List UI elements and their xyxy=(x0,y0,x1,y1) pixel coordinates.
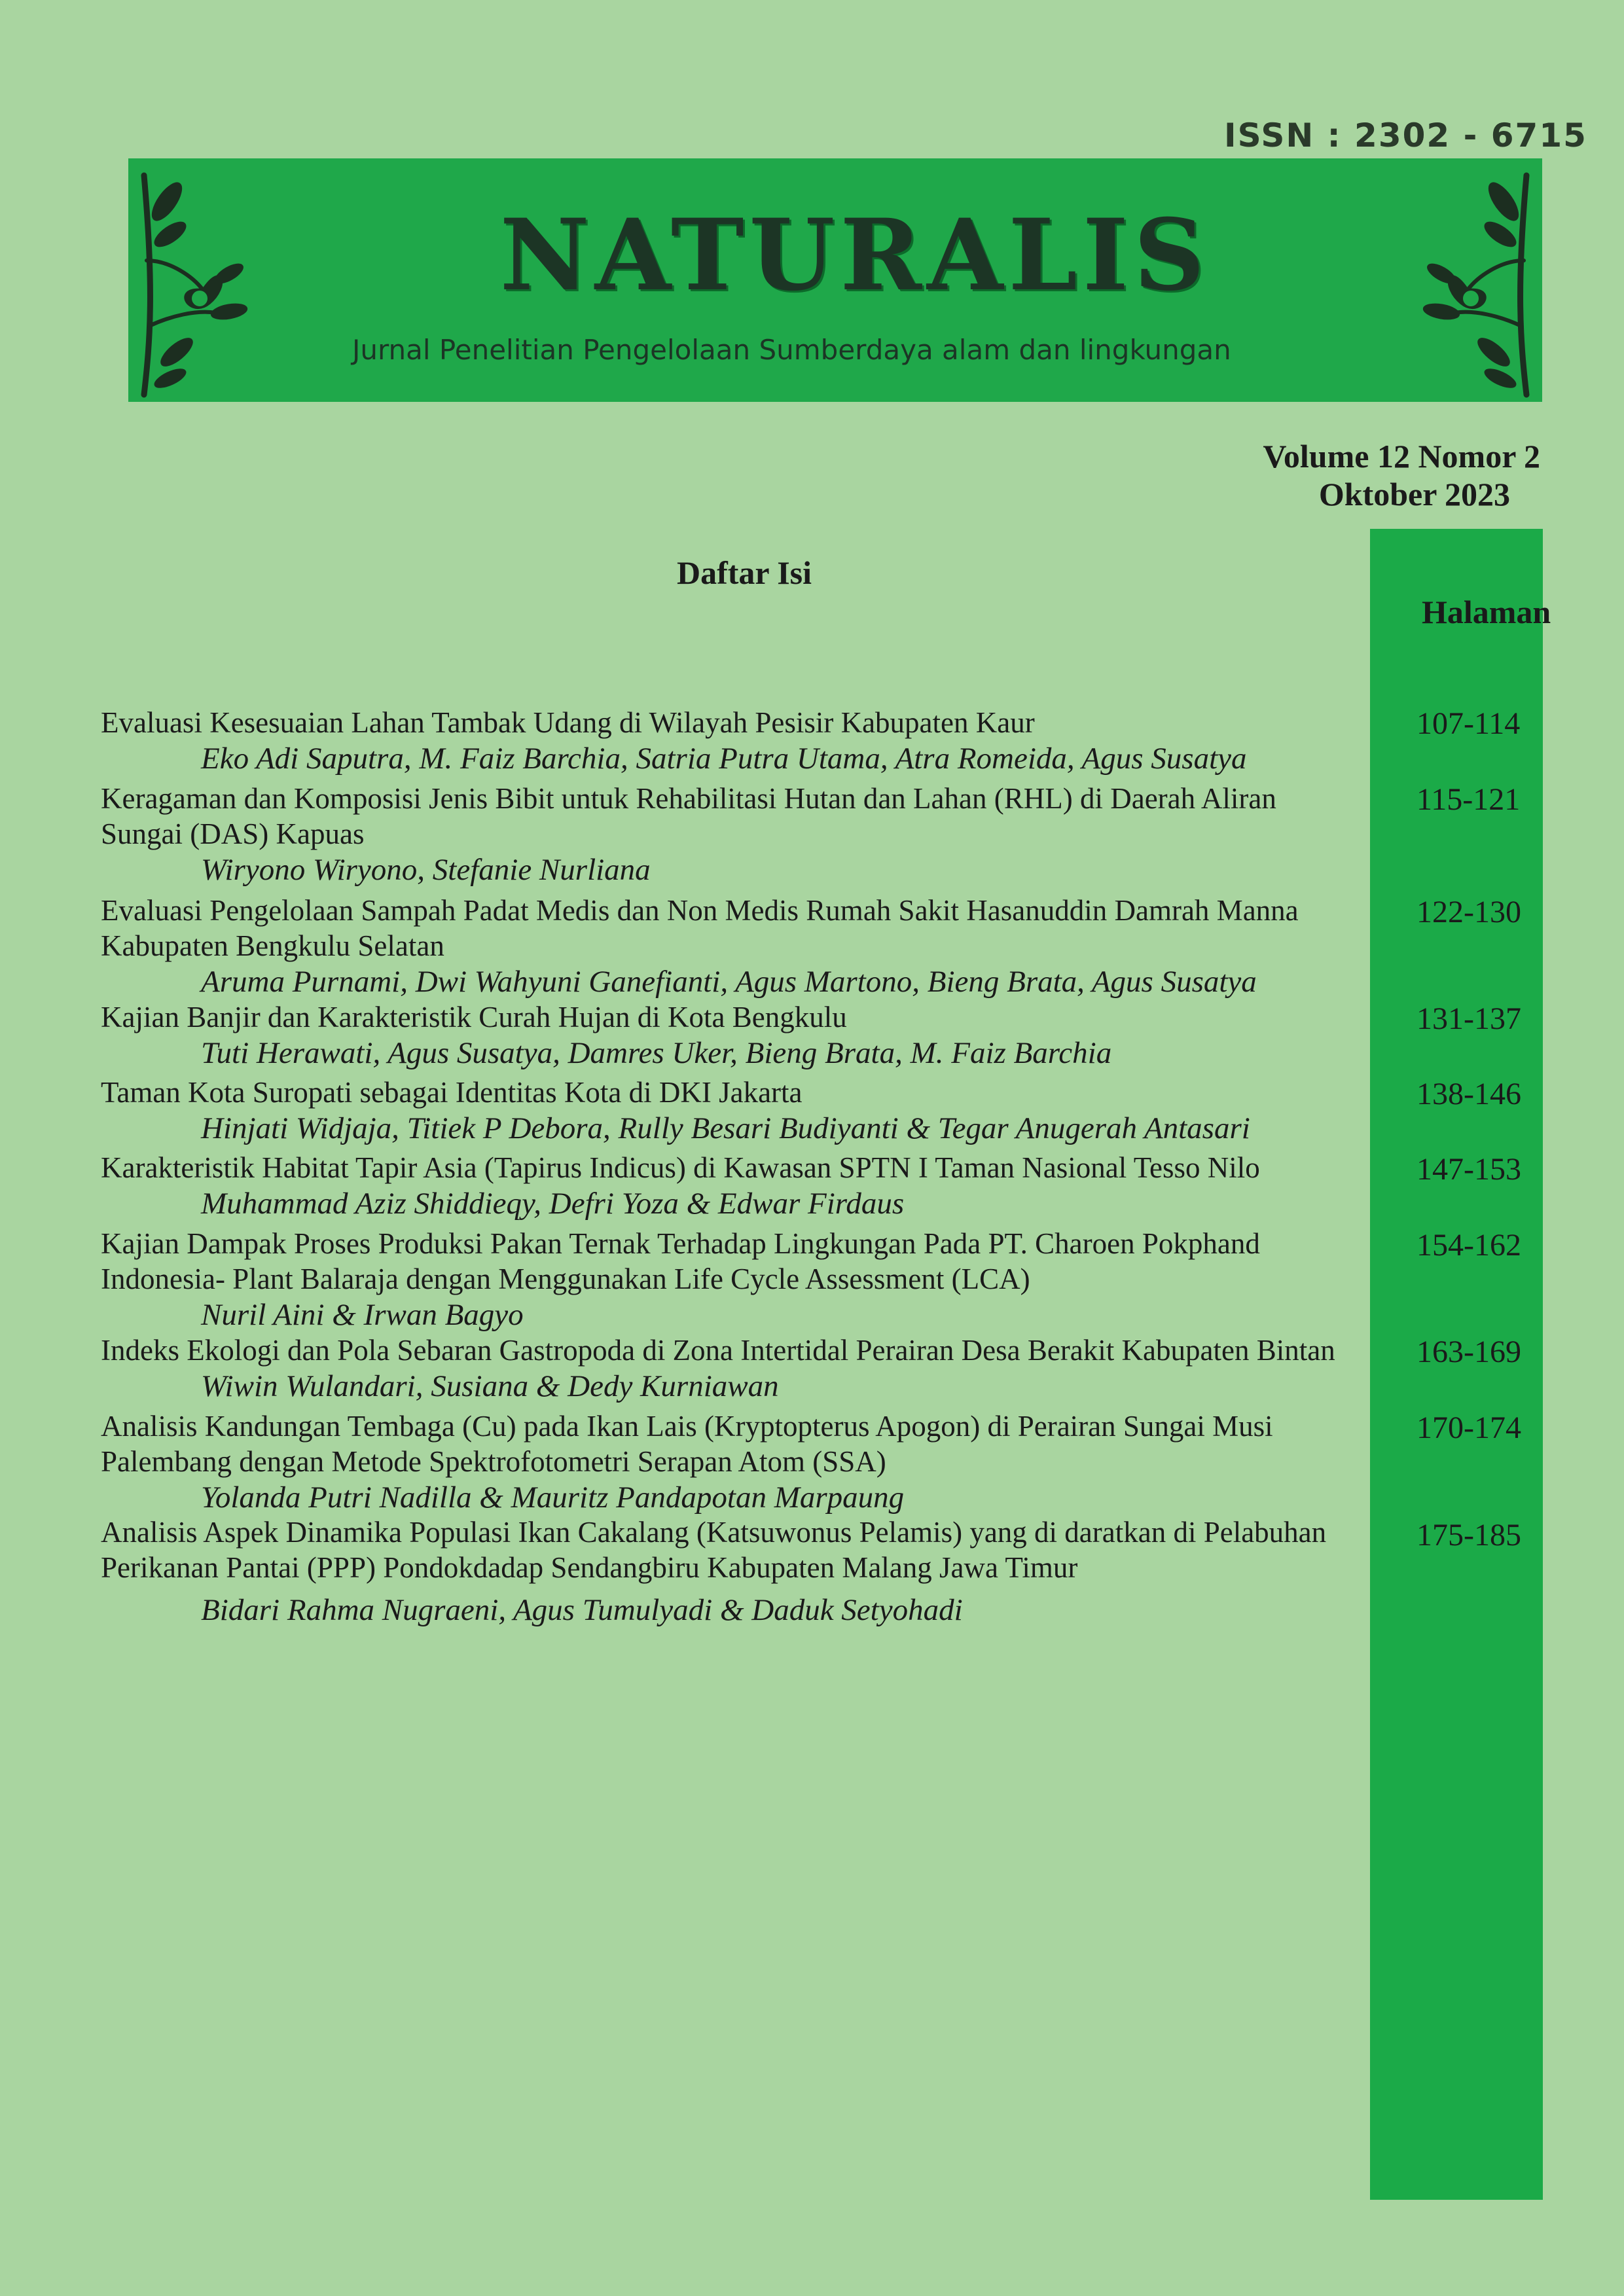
article-title: Evaluasi Kesesuaian Lahan Tambak Udang di Wilayah Pesisir Kabupaten Kaur xyxy=(101,706,1035,739)
journal-title: NATURALIS xyxy=(499,198,1210,313)
article-pages: 154-162 xyxy=(1416,1228,1521,1263)
article-title: Kajian Dampak Proses Produksi Pakan Ternak Terhadap Lingkungan Pada PT. Charoen Pokphand Indonesia- Plant Balaraja dengan Menggunakan Life Cycle Assessment (LCA) xyxy=(101,1227,1260,1295)
toc-entry[interactable] xyxy=(101,893,1358,1000)
journal-banner xyxy=(128,158,1542,402)
issue-info xyxy=(1263,437,1540,513)
toc-entry[interactable] xyxy=(101,1226,1358,1333)
article-authors: Eko Adi Saputra, M. Faiz Barchia, Satria Putra Utama, Atra Romeida, Agus Susatya xyxy=(201,742,1247,776)
article-pages: 131-137 xyxy=(1416,1001,1521,1036)
article-authors: Tuti Herawati, Agus Susatya, Damres Uker, Bieng Brata, M. Faiz Barchia xyxy=(201,1036,1112,1070)
article-title: Indeks Ekologi dan Pola Sebaran Gastropoda di Zona Intertidal Perairan Desa Berakit Kabupaten Bintan xyxy=(101,1334,1335,1367)
article-title: Kajian Banjir dan Karakteristik Curah Hujan di Kota Bengkulu xyxy=(101,1001,847,1033)
article-pages: 175-185 xyxy=(1416,1518,1521,1552)
article-pages: 147-153 xyxy=(1416,1152,1521,1187)
article-authors: Aruma Purnami, Dwi Wahyuni Ganefianti, Agus Martono, Bieng Brata, Agus Susatya xyxy=(201,965,1257,999)
toc-entry[interactable] xyxy=(101,1075,1358,1147)
issue-date: Oktober 2023 xyxy=(1318,476,1510,512)
article-title: Analisis Aspek Dinamika Populasi Ikan Cakalang (Katsuwonus Pelamis) yang di daratkan di Pelabuhan Perikanan Pantai (PPP) Pondokdadap Sendangbiru Kabupaten Malang Jawa Timur xyxy=(101,1516,1327,1584)
article-authors: Muhammad Aziz Shiddieqy, Defri Yoza & Edwar Firdaus xyxy=(201,1187,905,1221)
journal-subtitle: Jurnal Penelitian Pengelolaan Sumberdaya alam dan lingkungan xyxy=(352,334,1231,366)
article-pages: 170-174 xyxy=(1416,1410,1521,1445)
article-authors: Hinjati Widjaja, Titiek P Debora, Rully Besari Budiyanti & Tegar Anugerah Antasari xyxy=(201,1111,1250,1145)
toc-entry[interactable] xyxy=(101,1515,1358,1628)
article-authors: Nuril Aini & Irwan Bagyo xyxy=(201,1298,524,1332)
article-pages: 138-146 xyxy=(1416,1077,1521,1111)
article-pages: 107-114 xyxy=(1416,706,1521,741)
toc-entry[interactable] xyxy=(101,705,1358,777)
article-pages: 115-121 xyxy=(1416,782,1521,817)
article-authors: Wiryono Wiryono, Stefanie Nurliana xyxy=(201,853,651,887)
toc-entry[interactable] xyxy=(101,781,1358,888)
article-authors: Yolanda Putri Nadilla & Mauritz Pandapotan Marpaung xyxy=(201,1480,905,1515)
toc-entry[interactable] xyxy=(101,1333,1358,1405)
floral-vine-icon xyxy=(1409,162,1540,398)
toc-entry[interactable] xyxy=(101,1150,1358,1222)
toc-entry[interactable] xyxy=(101,999,1358,1071)
article-title: Karakteristik Habitat Tapir Asia (Tapirus Indicus) di Kawasan SPTN I Taman Nasional Tesso Nilo xyxy=(101,1151,1260,1184)
article-pages: 122-130 xyxy=(1416,895,1521,929)
article-title: Evaluasi Pengelolaan Sampah Padat Medis dan Non Medis Rumah Sakit Hasanuddin Damrah Manna Kabupaten Bengkulu Selatan xyxy=(101,894,1299,962)
article-title: Keragaman dan Komposisi Jenis Bibit untuk Rehabilitasi Hutan dan Lahan (RHL) di Daerah Aliran Sungai (DAS) Kapuas xyxy=(101,782,1276,850)
toc-entry[interactable] xyxy=(101,1408,1358,1516)
toc-heading: Daftar Isi xyxy=(677,554,812,591)
article-authors: Wiwin Wulandari, Susiana & Dedy Kurniawan xyxy=(201,1369,779,1403)
pages-header: Halaman xyxy=(1422,594,1551,630)
article-authors: Bidari Rahma Nugraeni, Agus Tumulyadi & Daduk Setyohadi xyxy=(201,1593,963,1627)
issue-volume: Volume 12 Nomor 2 xyxy=(1263,438,1540,475)
article-title: Taman Kota Suropati sebagai Identitas Kota di DKI Jakarta xyxy=(101,1076,803,1109)
article-pages: 163-169 xyxy=(1416,1335,1521,1369)
issn-number: ISSN : 2302 - 6715 xyxy=(1224,117,1587,154)
article-title: Analisis Kandungan Tembaga (Cu) pada Ikan Lais (Kryptopterus Apogon) di Perairan Sungai Musi Palembang dengan Metode Spektrofotometri Serapan Atom (SSA) xyxy=(101,1410,1273,1478)
